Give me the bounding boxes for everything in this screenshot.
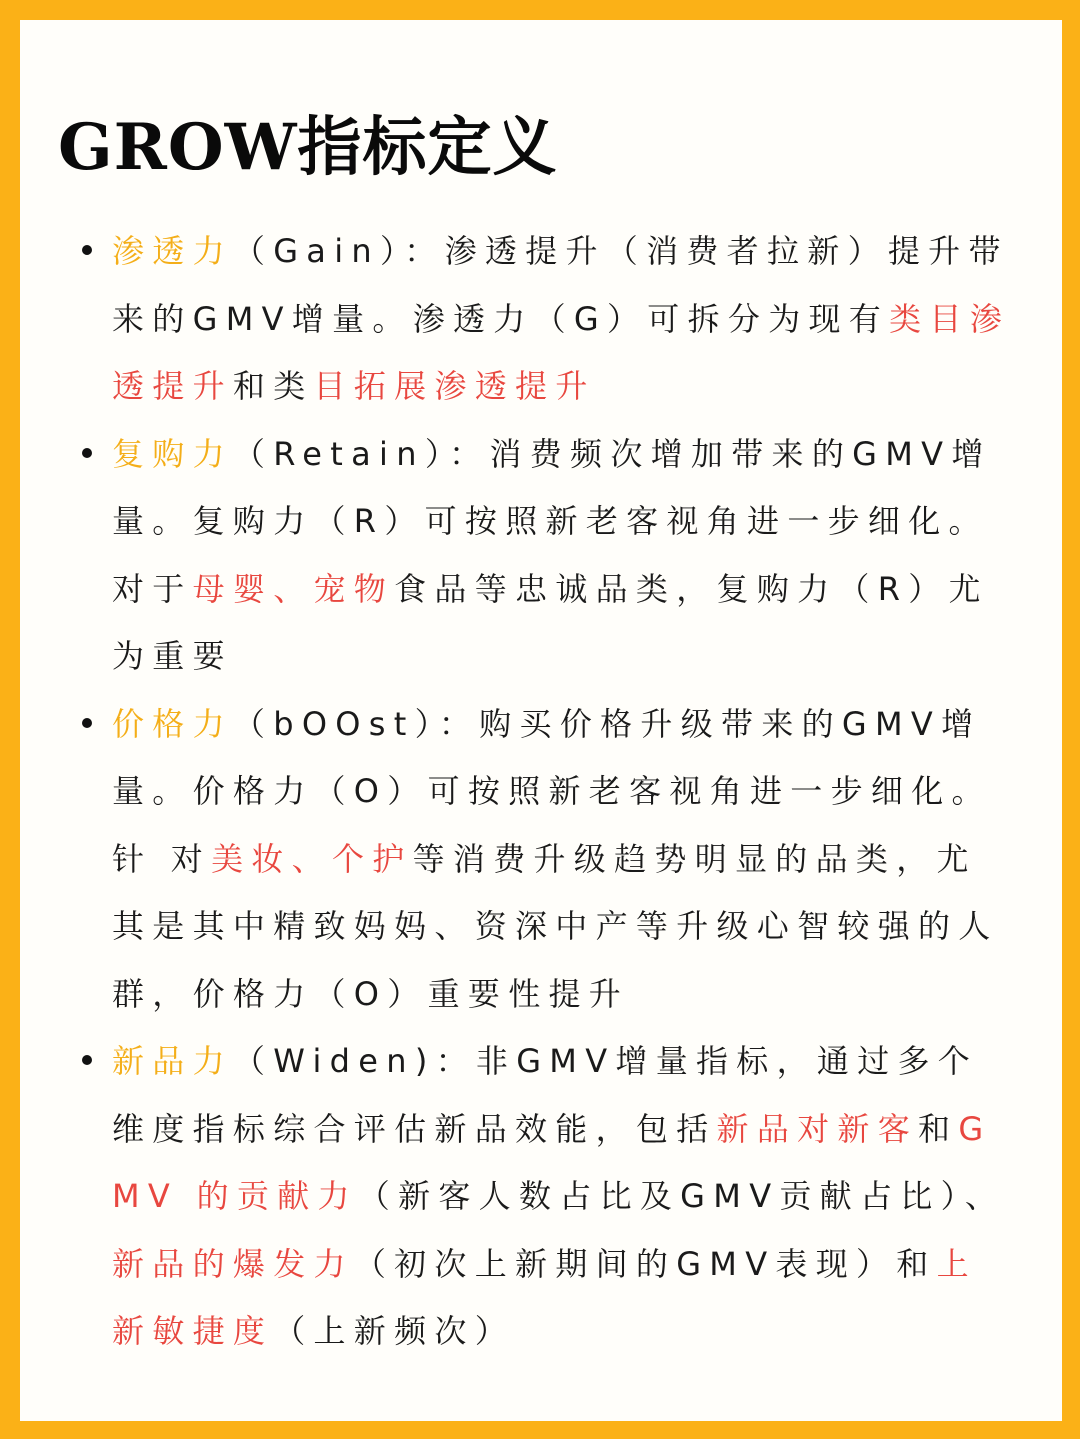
- highlight: GMV 的贡献力: [112, 1109, 992, 1215]
- text: 和: [918, 1109, 959, 1148]
- highlight: 新品的爆发力: [112, 1244, 354, 1283]
- bullet-dot-icon: [82, 448, 92, 458]
- list-item-widen: [112, 1028, 1017, 1366]
- highlight: 新品对新客: [716, 1109, 919, 1148]
- text: （初次上新期间的GMV表现）和: [353, 1244, 937, 1283]
- text: （上新频次）: [273, 1312, 516, 1350]
- text: （Gain）：渗透提升（消费者拉新）提升带来的GMV增量。渗透力（G）可拆分为现有: [112, 232, 1009, 338]
- highlight: 美妆、个护: [211, 839, 413, 878]
- text: 等消费升级趋势明显的品类，尤其是其中精致妈妈、资深中产等升级心智较强的人群，价格力（O）重要性提升: [112, 839, 999, 1013]
- list-item-boost: [112, 691, 1017, 1029]
- bullet-dot-icon: [82, 718, 92, 728]
- bullet-dot-icon: [82, 245, 92, 255]
- list-item-retain: [112, 421, 1017, 691]
- bullet-dot-icon: [82, 1055, 92, 1065]
- text: （bOOst）：购买价格升级带来的GMV增量。价格力（O）可按照新老客视角进一步细化。针 对: [112, 704, 992, 878]
- highlight: 目拓展渗透提升: [313, 367, 596, 405]
- highlight: 类目渗透提升: [112, 299, 1011, 405]
- term-retain: 复购力: [112, 434, 233, 473]
- text: （Widen)：非GMV增量指标，通过多个维度指标综合评估新品效能，包括: [112, 1042, 979, 1148]
- term-widen: 新品力: [112, 1042, 233, 1080]
- term-boost: 价格力: [112, 704, 233, 743]
- definition-list: [112, 218, 1017, 1366]
- term-gain: 渗透力: [112, 232, 233, 270]
- text: 和类: [232, 367, 314, 405]
- text: （新客人数占比及GMV贡献占比）、: [357, 1177, 1006, 1215]
- page-title: GROW指标定义: [58, 110, 558, 185]
- highlight: 上新敏捷度: [112, 1244, 977, 1350]
- text: 食品等忠诚品类，复购力（R）尤为重要: [112, 569, 989, 675]
- highlight: 母婴、宠物: [192, 569, 395, 608]
- list-item-gain: [112, 218, 1017, 421]
- text: （Retain）：消费频次增加带来的GMV增量。复购力（R）可按照新老客视角进一步细化。对于: [112, 434, 992, 608]
